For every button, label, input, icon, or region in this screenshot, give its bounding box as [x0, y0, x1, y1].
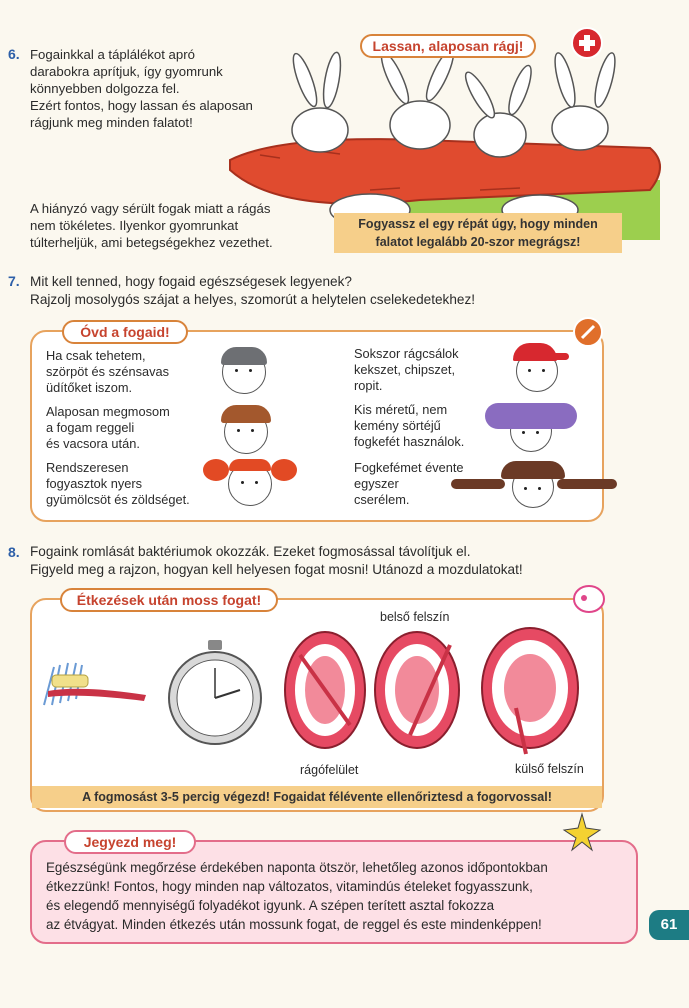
habit-item: [46, 348, 216, 404]
text-line: Fogaink romlását baktériumok okozzák. Ezeket fogmosással távolítjuk el.: [30, 544, 471, 559]
stopwatch-icon: [160, 638, 270, 748]
text-line: Ha csak tehetem,: [46, 348, 146, 363]
habit-item: [354, 346, 504, 402]
text-line: könnyebben dolgozza fel.: [30, 81, 180, 96]
text-line: étkezzünk! Fontos, hogy minden nap változatos, vitamindús ételeket fogyasszunk,: [46, 879, 533, 894]
brush-after-meals-label: Étkezések után moss fogat!: [60, 588, 278, 612]
text-line: Fogainkkal a táplálékot apró: [30, 47, 195, 62]
star-sparkle-icon: [560, 812, 604, 852]
text-line: fogyasztok nyers: [46, 476, 143, 491]
text-line: Alaposan megmosom: [46, 404, 170, 419]
text-line: és vacsora után.: [46, 436, 140, 451]
text-line: gyümölcsöt és zöldséget.: [46, 492, 190, 507]
text-line: Figyeld meg a rajzon, hogyan kell helyesen fogat mosni! Utánozd a mozdulatokat!: [30, 562, 523, 577]
text-line: kekszet, chipszet,: [354, 362, 455, 377]
mouth-diagram-outer-surface: [470, 618, 590, 758]
brushing-time-caption: A fogmosást 3-5 percig végezd! Fogaidat félévente ellenőriztesd a fogorvossal!: [32, 786, 602, 808]
face-drawing-empty-mouth[interactable]: [222, 350, 266, 394]
inner-surface-label: belső felszín: [380, 610, 450, 624]
outer-surface-label: külső felszín: [515, 762, 584, 776]
face-drawing-empty-mouth[interactable]: [510, 410, 552, 452]
text-line: egyszer: [354, 476, 399, 491]
toothbrush-illustration: [40, 635, 150, 725]
text-line: Sokszor rágcsálok: [354, 346, 459, 361]
text-line: Rendszeresen: [46, 460, 129, 475]
text-line: ropit.: [354, 378, 383, 393]
face-drawing-empty-mouth[interactable]: [224, 410, 268, 454]
habit-item: [46, 460, 216, 508]
exercise-number-8: 8.: [8, 544, 20, 560]
face-drawing-empty-mouth[interactable]: [228, 462, 272, 506]
face-drawing-empty-mouth[interactable]: [512, 466, 554, 508]
pill-badge-icon: [570, 26, 604, 60]
brush-badge-icon: [572, 316, 604, 348]
page-number: 61: [649, 910, 689, 940]
text-line: A hiányzó vagy sérült fogak miatt a rágás: [30, 201, 271, 216]
chewing-surface-label: rágófelület: [300, 763, 359, 777]
text-line: falatot legalább 20-szor megrágsz!: [375, 235, 581, 249]
habit-list-left: [46, 348, 216, 508]
mouth-diagram-inner-surface: [370, 625, 465, 755]
text-line: és elegendő mennyiségű folyadékot igyunk. A szépen terített asztal fokozza: [46, 898, 495, 913]
chew-slowly-label: Lassan, alaposan rágj!: [360, 34, 536, 58]
exercise-7-instructions: [30, 273, 650, 309]
text-line: szörpöt és szénsavas: [46, 364, 170, 379]
text-line: Fogyassz el egy répát úgy, hogy minden: [358, 217, 598, 231]
text-line: fogkefét használok.: [354, 434, 465, 449]
text-line: Ezért fontos, hogy lassan és alaposan: [30, 98, 253, 113]
exercise-number-7: 7.: [8, 273, 20, 289]
text-line: üdítőket iszom.: [46, 380, 133, 395]
text-line: Egészségünk megőrzése érdekében naponta ötször, lehetőleg azonos időpontokban: [46, 860, 548, 875]
habit-item: [354, 402, 504, 460]
text-line: nem tökéletes. Ilyenkor gyomrunkat: [30, 218, 239, 233]
exercise-8-instructions: [30, 543, 650, 579]
text-line: Fogkefémet évente: [354, 460, 464, 475]
text-line: az étvágyat. Minden étkezés után mossunk fogat, de reggel és este mindenképpen!: [46, 917, 542, 932]
habit-item: [46, 404, 216, 460]
remember-text: [46, 858, 636, 934]
carrot-task-caption: [334, 213, 622, 253]
text-line: rágjunk meg minden falatot!: [30, 115, 193, 130]
text-line: túlterheljük, ami betegségekhez vezethet.: [30, 235, 273, 250]
exercise-number-6: 6.: [8, 46, 20, 62]
face-drawing-empty-mouth[interactable]: [516, 350, 558, 392]
text-line: kemény sörtéjű: [354, 418, 441, 433]
text-line: a fogam reggeli: [46, 420, 135, 435]
text-line: Rajzolj mosolygós szájat a helyes, szomorút a helytelen cselekedetekhez!: [30, 292, 476, 307]
mouth-diagram-chewing-surface: [280, 625, 370, 755]
text-line: Kis méretű, nem: [354, 402, 448, 417]
protect-teeth-label: Óvd a fogaid!: [62, 320, 188, 344]
text-line: Mit kell tenned, hogy fogaid egészségesek legyenek?: [30, 274, 352, 289]
remember-label: Jegyezd meg!: [64, 830, 196, 854]
exercise-6-paragraph-2: [30, 200, 330, 251]
text-line: darabokra aprítjuk, így gyomrunk: [30, 64, 223, 79]
tooth-badge-icon: [572, 584, 606, 614]
text-line: cserélem.: [354, 492, 410, 507]
